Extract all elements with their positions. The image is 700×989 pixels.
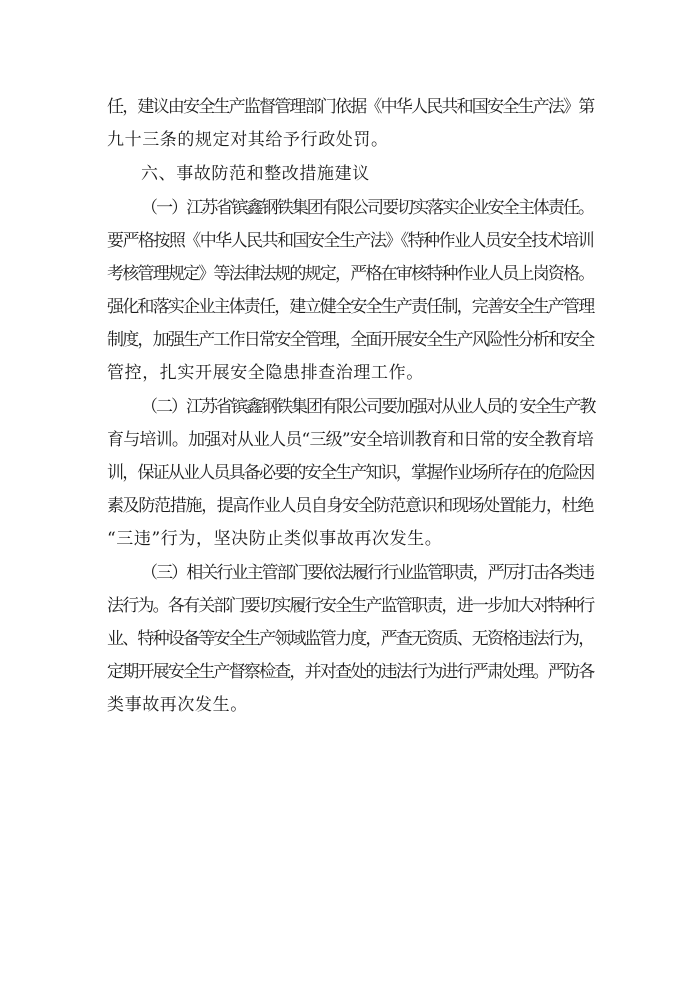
text-line-11: 育与培训。加强对从业人员“三级”安全培训教育和日常的安全教育培 [107, 430, 593, 450]
text-line-9: 管控，扎实开展安全隐患排查治理工作。 [107, 363, 424, 383]
text-line-15: （三）相关行业主管部门要依法履行行业监管职责，严厉打击各类违 [141, 563, 593, 583]
text-line-4: （一）江苏省镔鑫钢铁集团有限公司要切实落实企业安全主体责任。 [141, 198, 593, 218]
text-line-12: 训，保证从业人员具备必要的安全生产知识，掌握作业场所存在的危险因 [107, 463, 594, 483]
text-line-18: 定期开展安全生产督察检查，并对查处的违法行为进行严肃处理。严防各 [107, 662, 594, 682]
text-line-1: 任，建议由安全生产监督管理部门依据《中华人民共和国安全生产法》第 [107, 97, 594, 117]
text-line-2: 九十三条的规定对其给予行政处罚。 [107, 130, 389, 150]
section-heading: 六、事故防范和整改措施建议 [141, 164, 370, 184]
text-line-6: 考核管理规定》等法律法规的规定，严格在审核特种作业人员上岗资格。 [107, 264, 594, 284]
text-line-16: 法行为。各有关部门要切实履行安全生产监管职责，进一步加大对特种行 [107, 596, 594, 616]
text-line-7: 强化和落实企业主体责任，建立健全安全生产责任制，完善安全生产管理 [107, 297, 594, 317]
text-line-17: 业、特种设备等安全生产领域监管力度，严查无资质、无资格违法行为， [107, 629, 594, 649]
text-line-13: 素及防范措施，提高作业人员自身安全防范意识和现场处置能力，杜绝 [107, 496, 593, 516]
text-line-5: 要严格按照《中华人民共和国安全生产法》《特种作业人员安全技术培训 [107, 231, 593, 251]
text-line-8: 制度，加强生产工作日常安全管理，全面开展安全生产风险性分析和安全 [107, 330, 594, 350]
text-line-19: 类事故再次发生。 [107, 695, 248, 715]
text-line-10: （二）江苏省镔鑫钢铁集团有限公司要加强对从业人员的 安全生产教 [141, 397, 595, 417]
text-line-14: “三违”行为，坚决防止类似事故再次发生。 [107, 529, 443, 549]
